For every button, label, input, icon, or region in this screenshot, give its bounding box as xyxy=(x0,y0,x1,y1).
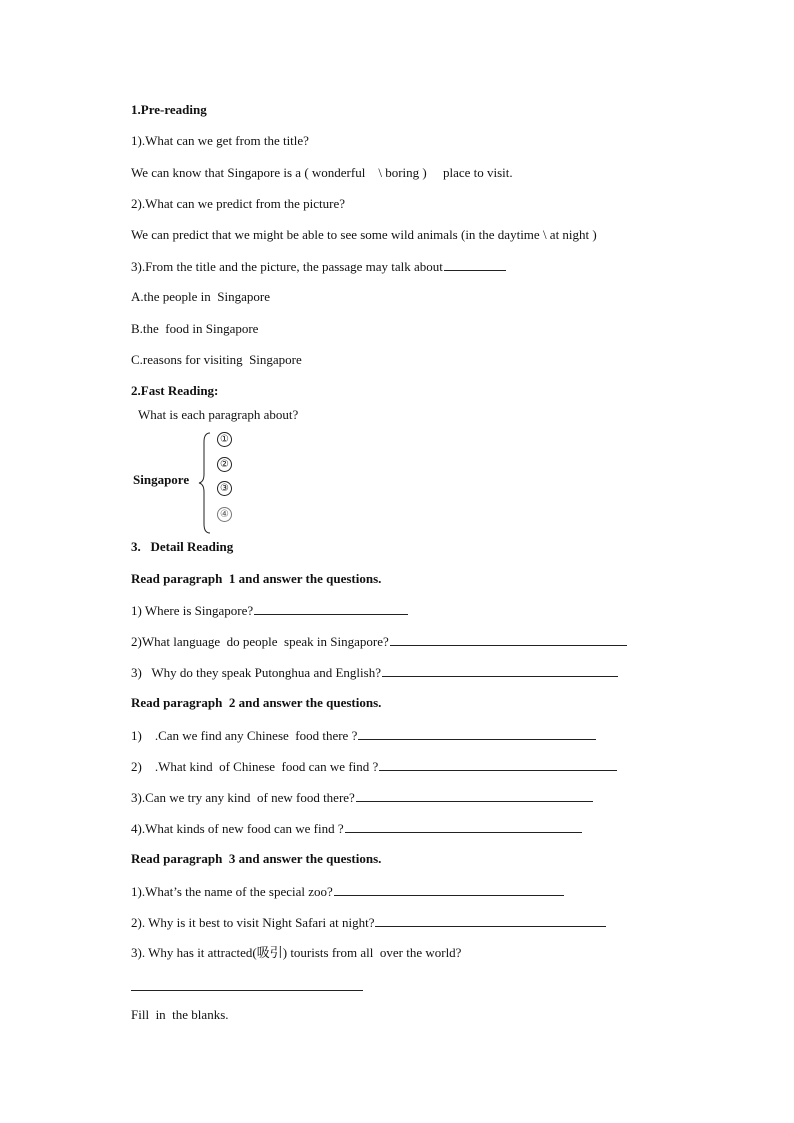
p2-question-4: 4).What kinds of new food can we find ? xyxy=(131,821,344,836)
answer-blank[interactable] xyxy=(345,820,582,833)
fast-reading-heading: 2.Fast Reading: xyxy=(131,383,219,398)
p1-question-3-row xyxy=(131,664,618,681)
brace-icon xyxy=(198,432,212,534)
answer-blank[interactable] xyxy=(254,602,408,615)
answer-blank[interactable] xyxy=(356,789,593,802)
option-b: B.the food in Singapore xyxy=(131,321,259,336)
option-a: A.the people in Singapore xyxy=(131,289,270,304)
option-c: C.reasons for visiting Singapore xyxy=(131,352,302,367)
fast-reading-question: What is each paragraph about? xyxy=(138,407,299,422)
p2-question-2-row xyxy=(131,758,617,775)
p3-question-1-row xyxy=(131,883,564,900)
answer-blank[interactable] xyxy=(334,883,564,896)
detail-reading-heading: 3. Detail Reading xyxy=(131,539,234,554)
p3-question-2: 2). Why is it best to visit Night Safari at night? xyxy=(131,915,375,930)
prereading-question-1: 1).What can we get from the title? xyxy=(131,133,309,148)
prereading-question-3: 3).From the title and the picture, the passage may talk about xyxy=(131,259,443,274)
answer-blank[interactable] xyxy=(382,664,618,677)
p2-question-3: 3).Can we try any kind of new food there? xyxy=(131,790,355,805)
prereading-answer-1: We can know that Singapore is a ( wonderful \ boring ) place to visit. xyxy=(131,165,513,180)
prereading-answer-2: We can predict that we might be able to see some wild animals (in the daytime \ at night ) xyxy=(131,227,597,242)
p1-question-2-row xyxy=(131,633,627,650)
p1-question-1-row xyxy=(131,602,408,619)
p2-question-4-row xyxy=(131,820,582,837)
p2-question-1-row xyxy=(131,727,596,744)
paragraph-marker-1: ① xyxy=(217,432,232,447)
answer-blank[interactable] xyxy=(358,727,596,740)
paragraph-2-heading: Read paragraph 2 and answer the questions. xyxy=(131,695,382,710)
prereading-question-3-row xyxy=(131,258,506,275)
fill-blanks-label: Fill in the blanks. xyxy=(131,1007,229,1022)
p3-question-2-row xyxy=(131,914,606,931)
answer-blank[interactable] xyxy=(390,633,627,646)
paragraph-3-heading: Read paragraph 3 and answer the questions. xyxy=(131,851,382,866)
p3-question-3: 3). Why has it attracted(吸引) tourists from all over the world? xyxy=(131,945,462,960)
answer-blank[interactable] xyxy=(444,258,506,271)
answer-blank[interactable] xyxy=(379,758,617,771)
paragraph-marker-2: ② xyxy=(217,457,232,472)
p2-question-2: 2) .What kind of Chinese food can we find ? xyxy=(131,759,379,774)
p2-question-1: 1) .Can we find any Chinese food there ? xyxy=(131,728,358,743)
answer-blank[interactable] xyxy=(375,914,606,927)
answer-blank[interactable] xyxy=(131,990,363,991)
topic-label: Singapore xyxy=(133,472,190,487)
p3-question-1: 1).What’s the name of the special zoo? xyxy=(131,884,333,899)
prereading-question-2: 2).What can we predict from the picture? xyxy=(131,196,346,211)
p1-question-3: 3) Why do they speak Putonghua and English? xyxy=(131,665,381,680)
p1-question-1: 1) Where is Singapore? xyxy=(131,603,254,618)
p1-question-2: 2)What language do people speak in Singapore? xyxy=(131,634,389,649)
prereading-heading: 1.Pre-reading xyxy=(131,102,207,117)
p2-question-3-row xyxy=(131,789,593,806)
paragraph-1-heading: Read paragraph 1 and answer the questions. xyxy=(131,571,382,586)
paragraph-marker-3: ③ xyxy=(217,481,232,496)
paragraph-marker-4: ④ xyxy=(217,507,232,522)
